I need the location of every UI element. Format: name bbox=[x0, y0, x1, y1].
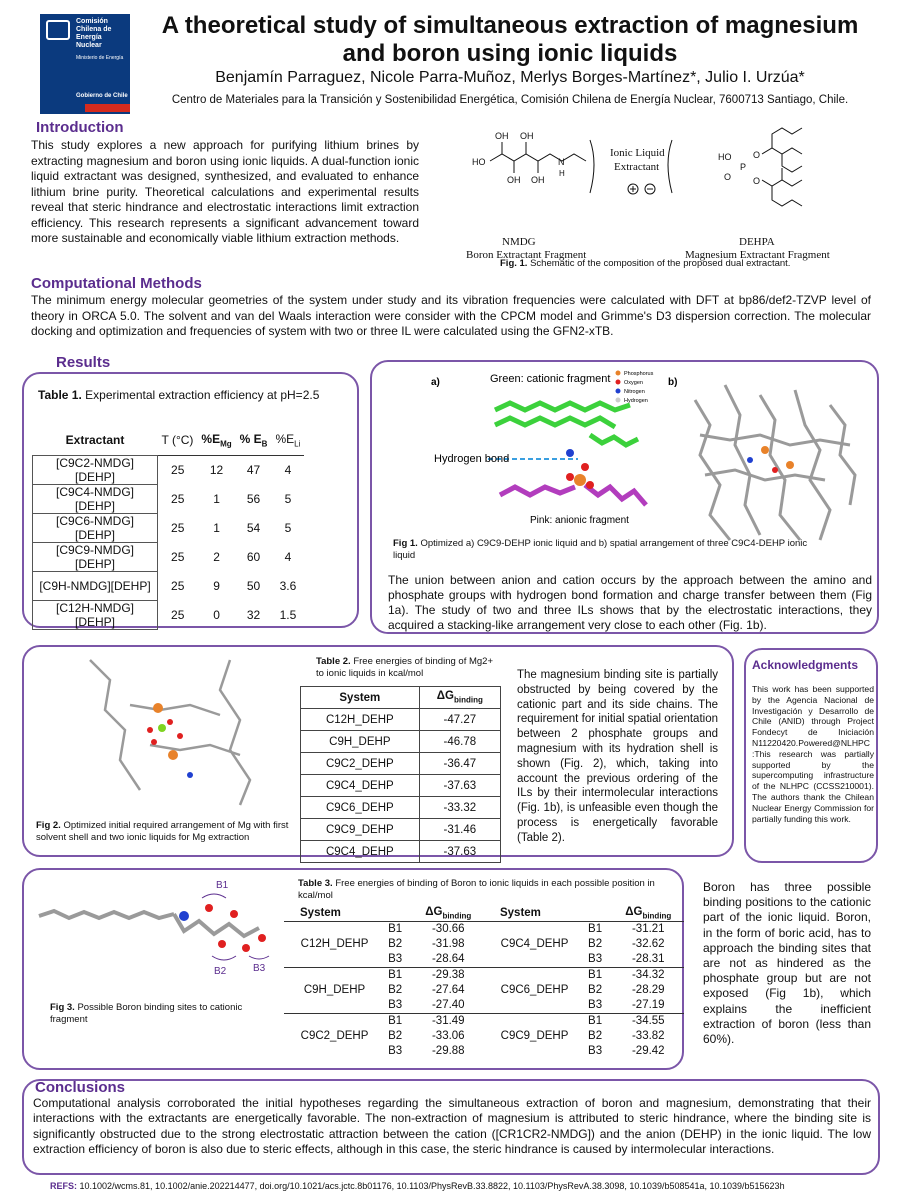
table-row bbox=[33, 513, 305, 542]
table1-cell-t: 25 bbox=[171, 578, 185, 593]
legend-oxygen: Oxygen bbox=[624, 380, 643, 386]
logo-stripe-blue bbox=[40, 104, 85, 112]
logo-line: Comisión bbox=[76, 18, 108, 25]
anionic-fragment bbox=[500, 485, 646, 505]
table-row bbox=[33, 484, 305, 513]
table3-position: B1 bbox=[585, 967, 613, 982]
nmdg-oh-2: OH bbox=[520, 131, 534, 141]
table3-position: B2 bbox=[388, 984, 403, 997]
table3-dg: -33.82 bbox=[631, 1030, 665, 1043]
table1-header: T (°C) bbox=[161, 433, 194, 448]
authors: Benjamín Parraguez, Nicole Parra-Muñoz, Merlys Borges-Martínez*, Julio I. Urzúa* bbox=[215, 69, 805, 86]
fig1-hbond-label: Hydrogen bond bbox=[434, 453, 510, 465]
table3-header: $\Delta G_{binding}$ bbox=[613, 906, 684, 921]
poster-title: A theoretical study of simultaneous extraction of magnesium and boron using ionic liquids bbox=[161, 12, 859, 67]
table1-cell-t: 25 bbox=[171, 607, 185, 622]
table3-position: B3 bbox=[388, 1045, 403, 1058]
nmdg-oh-3: OH bbox=[507, 175, 521, 185]
table1-header: $\%E_{Mg}$ bbox=[201, 432, 232, 449]
table-row bbox=[284, 967, 684, 982]
table3-position: B3 bbox=[588, 1045, 603, 1058]
table3-system-right bbox=[484, 998, 585, 1013]
fig3-b2: B2 bbox=[214, 966, 227, 976]
table3-position: B3 bbox=[588, 953, 603, 966]
legend-hydrogen: Hydrogen bbox=[624, 398, 648, 404]
table3-system-left bbox=[284, 967, 385, 982]
table2-cell-dg: -37.63 bbox=[419, 841, 500, 863]
dehpa-o-1: O bbox=[753, 150, 761, 160]
nmdg-h: H bbox=[559, 169, 565, 178]
table3-position: B2 bbox=[588, 984, 603, 997]
table-row bbox=[33, 600, 305, 629]
table3-dg: -31.49 bbox=[413, 1013, 484, 1028]
table1-cell-mg: 1 bbox=[213, 491, 220, 506]
nmdg-n: N bbox=[558, 157, 565, 167]
table-row bbox=[284, 937, 684, 952]
table1-caption bbox=[38, 388, 319, 402]
table3-dg: -27.40 bbox=[431, 999, 465, 1012]
caption-text: Schematic of the composition of the proposed dual extractant. bbox=[530, 258, 791, 269]
table1-cell-name: [C9C2-NMDG][DEHP] bbox=[33, 455, 158, 484]
table1-header: % $E_B$ bbox=[239, 432, 268, 449]
table1-cell-li: 1.5 bbox=[279, 607, 297, 622]
logo-line: Chilena de bbox=[76, 26, 112, 33]
table-row bbox=[301, 775, 501, 797]
table-row bbox=[33, 455, 305, 484]
table3-position: B1 bbox=[585, 1013, 613, 1028]
caption-label: Fig. 1. bbox=[500, 258, 528, 269]
table1 bbox=[32, 426, 304, 630]
dehpa-name: DEHPA bbox=[739, 236, 775, 248]
table3-caption-label: Table 3. bbox=[298, 878, 333, 889]
table3-header: $\Delta G_{binding}$ bbox=[413, 906, 484, 921]
fig3-caption-text: Possible Boron binding sites to cationic fragment bbox=[50, 1002, 243, 1025]
table-row bbox=[301, 841, 501, 863]
table2-cell-system: C9C9_DEHP bbox=[301, 819, 420, 841]
fig2-caption-label: Fig 2. bbox=[36, 820, 61, 831]
table3-position: B1 bbox=[385, 1013, 413, 1028]
mg-text: The magnesium binding site is partially obstructed by being covered by the cationic part and its side chains. The requirement for initial spatial orientation between 2 phosphate groups and magnesium with its hydration shell is shown (Fig. 2), which, taking into account the previous ordering of the ILs by their intermolecular interactions (Fig. 1b), is unfeasible even though the process is energetically favorable (Table 2). bbox=[517, 669, 718, 844]
nmdg-oh-1: OH bbox=[495, 131, 509, 141]
methods-text: The minimum energy molecular geometries of the system under study and its vibration frequencies were calculated with DFT at bp86/def2-TZVP level of theory in ORCA 5.0. The solvent and van del Waals interaction were consider with the CPCM model and Grimme's D3 dispersion correction. The molecular docking and optimization and frequencies of system with two or three IL were calculated using the GFN2-xTB. bbox=[31, 293, 871, 338]
affiliation: Centro de Materiales para la Transición y Sostenibilidad Energética, Comisión Chilena de Energía Nuclear, 7600713 Santiago, Chile. bbox=[171, 94, 849, 106]
table3-caption bbox=[298, 878, 678, 902]
table-row bbox=[284, 952, 684, 967]
table3-dg: -29.42 bbox=[631, 1045, 665, 1058]
table3-system-right: C9C4_DEHP bbox=[500, 938, 569, 951]
table3-dg: -34.55 bbox=[613, 1013, 684, 1028]
table3-dg: -29.88 bbox=[431, 1045, 465, 1058]
fig2-caption-text: Optimized initial required arrangement of Mg with first solvent shell and two ionic liquids for Mg extraction bbox=[36, 820, 289, 843]
dehpa-p: P bbox=[740, 162, 747, 172]
results-heading: Results bbox=[56, 354, 111, 371]
table2-cell-dg: -47.27 bbox=[419, 709, 500, 731]
table3-system-left bbox=[284, 1044, 385, 1059]
table3-caption-text: Free energies of binding of Boron to ionic liquids in each possible position in kcal/mol bbox=[298, 878, 655, 901]
table2-caption bbox=[316, 656, 496, 680]
table3-dg: -34.32 bbox=[613, 967, 684, 982]
fig1-pink-label: Pink: anionic fragment bbox=[530, 515, 629, 526]
table1-cell-mg: 9 bbox=[213, 578, 220, 593]
table2-cell-dg: -46.78 bbox=[419, 731, 500, 753]
table1-cell-t: 25 bbox=[171, 462, 185, 477]
intro-heading: Introduction bbox=[36, 119, 124, 136]
table3-header: System bbox=[284, 906, 413, 921]
fig3-b1: B1 bbox=[216, 880, 229, 891]
table2-cell-dg: -33.32 bbox=[419, 797, 500, 819]
table1-cell-b: 50 bbox=[246, 578, 261, 593]
table-row bbox=[33, 542, 305, 571]
nmdg-desc: Boron Extractant Fragment bbox=[466, 249, 587, 261]
logo-line: Gobierno de Chile bbox=[76, 93, 128, 99]
table3-dg: -28.31 bbox=[631, 953, 665, 966]
ack-box bbox=[744, 648, 878, 863]
table1-cell-li: 5 bbox=[284, 520, 292, 535]
table3-position: B2 bbox=[588, 1030, 603, 1043]
table1-cell-mg: 1 bbox=[213, 520, 220, 535]
dehpa-desc: Magnesium Extractant Fragment bbox=[685, 249, 830, 261]
table-row bbox=[284, 1028, 684, 1043]
fig1-green-label: Green: cationic fragment bbox=[490, 373, 611, 385]
table3-system-left bbox=[284, 952, 385, 967]
table3-dg: -33.06 bbox=[431, 1030, 465, 1043]
fig3-b3: B3 bbox=[253, 963, 266, 974]
table3-position: B2 bbox=[388, 1030, 403, 1043]
dehpa-o-2: O bbox=[753, 176, 761, 186]
table1-header: $\%E_{Li}$ bbox=[275, 432, 301, 449]
table3-dg: -32.62 bbox=[631, 938, 665, 951]
boron-text: Boron has three possible binding positions to the cationic part of the ionic liquid. Boron, in the form of boric acid, has to approach the binding sites that are not as hindered as the phosphate group but are not exposed (Fig 1b), which explains the inefficient extraction of boron (less than 60%). bbox=[703, 880, 871, 1047]
table1-cell-b: 54 bbox=[246, 520, 261, 535]
table2 bbox=[300, 686, 501, 863]
table3-position: B1 bbox=[385, 967, 413, 982]
logo-line: Energía Nuclear bbox=[76, 34, 102, 49]
table1-cell-name: [C9H-NMDG][DEHP] bbox=[33, 571, 158, 600]
table3-system-right: C9C6_DEHP bbox=[500, 984, 569, 997]
table1-cell-li: 4 bbox=[284, 462, 292, 477]
il-label-1: Ionic Liquid bbox=[610, 147, 665, 159]
table2-cell-dg: -36.47 bbox=[419, 753, 500, 775]
table3-system-right bbox=[484, 967, 585, 982]
table1-cell-li: 3.6 bbox=[279, 578, 297, 593]
table3-dg: -31.21 bbox=[631, 923, 665, 936]
table1-box bbox=[22, 372, 359, 628]
refs-label: REFS: bbox=[50, 1181, 77, 1191]
cationic-fragment bbox=[495, 403, 638, 445]
fig1-caption bbox=[393, 538, 813, 562]
fig1-label-b: b) bbox=[668, 377, 678, 388]
table3-system-left bbox=[284, 921, 385, 936]
table-row bbox=[284, 998, 684, 1013]
table3-dg: -31.98 bbox=[431, 938, 465, 951]
table3-system-right bbox=[484, 921, 585, 936]
ionic-liquid-cluster bbox=[695, 385, 855, 540]
table3-position: B2 bbox=[588, 938, 603, 951]
table1-cell-name: [C9C6-NMDG][DEHP] bbox=[33, 513, 158, 542]
table3-dg: -30.66 bbox=[431, 923, 465, 936]
fig1-caption-label: Fig 1. bbox=[393, 538, 418, 549]
intro-text: This study explores a new approach for purifying lithium brines by extracting magnesium and boron using ionic liquids. A dual-function ionic liquid extractant was designed, synthesized, and evaluated to enhance lithium brine purity. Theoretical calculations and experimental results reveal that steric hindrance and electrostatic interactions limit extraction efficiency. This research represents a significant advancement toward more sustainable and economically viable lithium extraction methods. bbox=[31, 138, 419, 245]
fig1-label-a: a) bbox=[431, 377, 440, 388]
table2-cell-system: C9C4_DEHP bbox=[301, 841, 420, 863]
fig1-caption-text: Optimized a) C9C9-DEHP ionic liquid and b) spatial arrangement of three C9C4-DEHP ionic liquid bbox=[393, 538, 808, 561]
refs-text: 10.1002/wcms.81, 10.1002/anie.202214477, doi.org/10.1021/acs.jctc.8b01176, 10.1103/PhysRevB.33.8822, 10.1103/PhysRevA.38.3098, 10.1039/b508541a, 10.1039/b515623h bbox=[79, 1181, 785, 1191]
table3-dg: -27.19 bbox=[631, 999, 665, 1012]
table-row bbox=[284, 1044, 684, 1059]
table1-cell-name: [C12H-NMDG][DEHP] bbox=[33, 600, 158, 629]
table3-system-left: C9H_DEHP bbox=[303, 984, 366, 997]
table2-caption-text: Free energies of binding of Mg2+ to ionic liquids in kcal/mol bbox=[316, 656, 493, 679]
table-row bbox=[301, 731, 501, 753]
table3-system-left: C9C2_DEHP bbox=[300, 1030, 369, 1043]
fig3-caption bbox=[50, 1002, 270, 1026]
table1-cell-b: 47 bbox=[246, 462, 261, 477]
dehpa-o-double: O bbox=[724, 172, 732, 182]
table3-dg: -28.29 bbox=[631, 984, 665, 997]
table1-header: Extractant bbox=[65, 433, 125, 448]
table3-dg: -27.64 bbox=[431, 984, 465, 997]
table1-cell-b: 32 bbox=[246, 607, 261, 622]
table-row bbox=[301, 753, 501, 775]
table3-system-right bbox=[484, 1044, 585, 1059]
fig3-caption-label: Fig 3. bbox=[50, 1002, 75, 1013]
conclusions-text: Computational analysis corroborated the initial hypotheses regarding the simultaneous extraction of boron and magnesium, demonstrating that their interactions with the extractants are energetically favorable. The non-extraction of magnesium is attributed to steric hindrance, where the binding site is significantly obstructed due to the strong electrostatic attraction between the cation ([CR1CR2-NMDG]) and the anion (DEHP) in the ionic liquid. The low extraction efficiency of boron is also due to steric effects, although in this case, the steric hindrance is caused by intermolecular interactions. bbox=[33, 1096, 871, 1157]
table3 bbox=[284, 906, 684, 1059]
nmdg-name: NMDG bbox=[502, 236, 536, 248]
scheme-caption bbox=[500, 258, 790, 269]
table1-cell-li: 4 bbox=[284, 549, 292, 564]
ack-heading: Acknowledgments bbox=[752, 658, 859, 672]
logo bbox=[40, 14, 130, 114]
scheme-figure bbox=[440, 118, 880, 274]
table3-system-left bbox=[284, 998, 385, 1013]
table3-position: B3 bbox=[388, 953, 403, 966]
table3-system-right bbox=[484, 1013, 585, 1028]
table2-header: $\Delta G_{binding}$ bbox=[419, 687, 500, 709]
table-row bbox=[284, 982, 684, 997]
table3-system-right bbox=[484, 952, 585, 967]
table3-position: B2 bbox=[388, 938, 403, 951]
nmdg-oh-4: OH bbox=[531, 175, 545, 185]
refs bbox=[50, 1181, 785, 1191]
table2-cell-system: C9C2_DEHP bbox=[301, 753, 420, 775]
table1-caption-label: Table 1. bbox=[38, 388, 82, 402]
table1-cell-mg: 0 bbox=[213, 607, 220, 622]
table2-cell-system: C12H_DEHP bbox=[301, 709, 420, 731]
table3-system-left: C12H_DEHP bbox=[300, 938, 369, 951]
fig1-text: The union between anion and cation occurs by the approach between the amino and phosphate groups with hydrogen bond formation and charge transfer between them (Fig 1a). The study of two and three ILs shows that by the electrostatic interactions, they acquired a stacking-like arrangement very close to each other (Fig. 1b). bbox=[388, 573, 872, 632]
table1-cell-mg: 12 bbox=[209, 462, 224, 477]
table1-cell-name: [C9C4-NMDG][DEHP] bbox=[33, 484, 158, 513]
fig2-molecule-render bbox=[70, 650, 290, 810]
fig1-molecule-render bbox=[380, 365, 870, 565]
table3-header: System bbox=[484, 906, 613, 921]
methods-heading: Computational Methods bbox=[31, 275, 202, 292]
table3-position: B3 bbox=[588, 999, 603, 1012]
table-row bbox=[284, 1013, 684, 1028]
table-row bbox=[301, 709, 501, 731]
table2-cell-system: C9C4_DEHP bbox=[301, 775, 420, 797]
table2-header: System bbox=[301, 687, 420, 709]
table3-system-right: C9C9_DEHP bbox=[500, 1030, 569, 1043]
table1-cell-name: [C9C9-NMDG][DEHP] bbox=[33, 542, 158, 571]
table3-position: B1 bbox=[388, 923, 403, 936]
table1-cell-t: 25 bbox=[171, 520, 185, 535]
il-label-2: Extractant bbox=[614, 161, 660, 173]
table2-cell-dg: -31.46 bbox=[419, 819, 500, 841]
table3-dg: -28.64 bbox=[431, 953, 465, 966]
table1-cell-t: 25 bbox=[171, 491, 185, 506]
table3-system-left bbox=[284, 1013, 385, 1028]
fig3-molecule-render bbox=[34, 876, 284, 976]
table-row bbox=[301, 819, 501, 841]
table-row bbox=[301, 797, 501, 819]
fig2-caption bbox=[36, 820, 294, 844]
nmdg-ho: HO bbox=[472, 157, 486, 167]
table1-cell-li: 5 bbox=[284, 491, 292, 506]
coat-of-arms-icon bbox=[46, 20, 70, 40]
conclusions-heading: Conclusions bbox=[35, 1079, 126, 1096]
table-row bbox=[284, 921, 684, 936]
logo-line: Ministerio de Energía bbox=[76, 55, 124, 61]
table1-cell-mg: 2 bbox=[213, 549, 220, 564]
dehpa-ho: HO bbox=[718, 152, 732, 162]
table1-cell-t: 25 bbox=[171, 549, 185, 564]
table3-position: B1 bbox=[588, 923, 603, 936]
table2-caption-label: Table 2. bbox=[316, 656, 351, 667]
table3-dg: -29.38 bbox=[413, 967, 484, 982]
table2-cell-system: C9H_DEHP bbox=[301, 731, 420, 753]
table1-cell-b: 56 bbox=[246, 491, 261, 506]
legend-phosphorus: Phosphorus bbox=[624, 371, 654, 377]
table1-caption-text: Experimental extraction efficiency at pH=2.5 bbox=[85, 388, 320, 402]
legend-nitrogen: Nitrogen bbox=[624, 389, 645, 395]
table-row bbox=[33, 571, 305, 600]
ack-text: This work has been supported by the Agencia Nacional de Investigación y Desarrollo de Chile (ANID) through Project Fondecyt de Iniciación N11220420.Powered@NLHPC :This research was partially supported by the supercomputing infrastructure of the NLHPC (CCSS210001). The authors thank the Chilean Nuclear Energy Commission for partially funding this work. bbox=[752, 684, 874, 824]
table2-cell-system: C9C6_DEHP bbox=[301, 797, 420, 819]
table3-position: B3 bbox=[388, 999, 403, 1012]
table1-cell-b: 60 bbox=[246, 549, 261, 564]
table2-cell-dg: -37.63 bbox=[419, 775, 500, 797]
